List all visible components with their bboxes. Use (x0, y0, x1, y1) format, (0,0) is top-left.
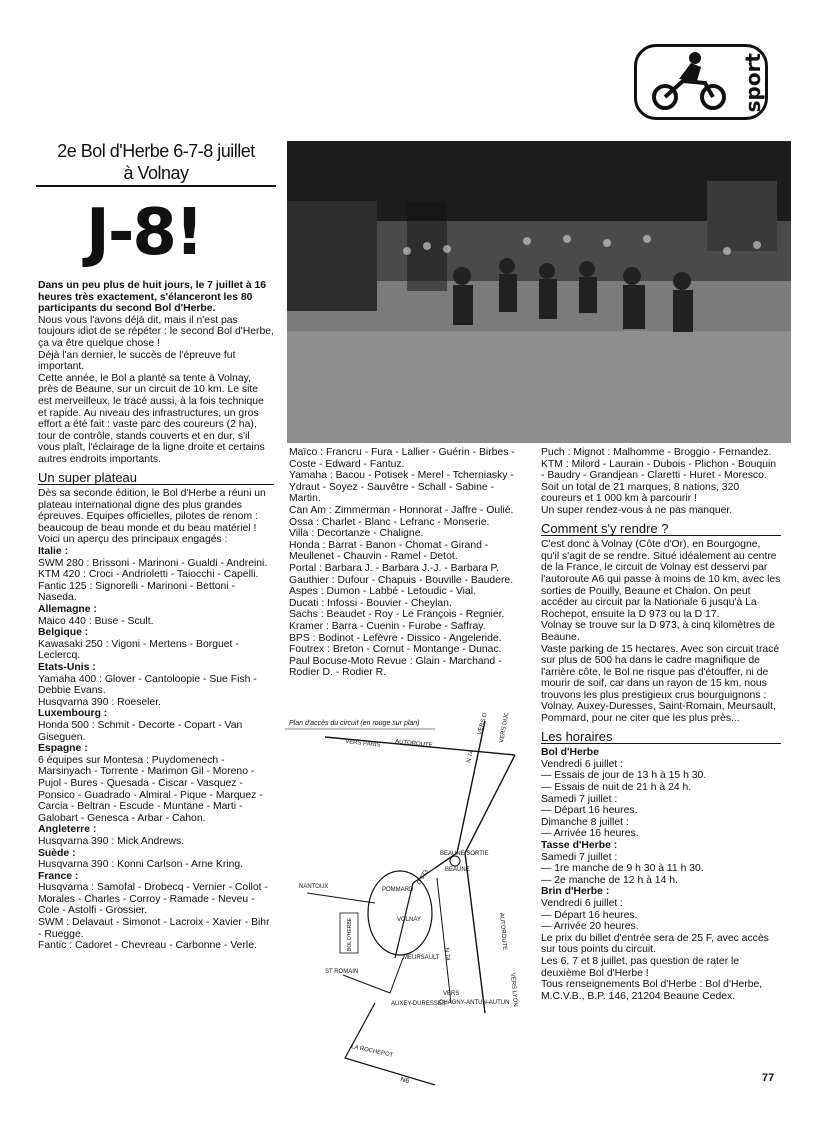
entrant-line: Husqvarna : Samofal - Drobecq - Vernier - Collot - Morales - Charles - Corroy - Ramade - Neveu - Cole - Astolfi - Grossier. (38, 882, 268, 917)
map-label-vers-paris: VERS PARIS (344, 739, 381, 749)
map-label-nantoux: NANTOUX (299, 884, 329, 890)
map-label-vers-dijon: VERS DIJON (499, 713, 512, 744)
schedule-line: Samedi 7 juillet : (541, 851, 618, 863)
map-label-st-romain: ST ROMAIN (325, 969, 359, 975)
horaires-info: Tous renseignements Bol d'Herbe : Bol d'Herbe, M.C.V.B., B.P. 146, 21204 Beaune Cedex. (541, 979, 763, 1002)
map-label-autoroute-right: AUTOROUTE (498, 912, 508, 951)
brand-entrants-line: BPS : Bodinot - Lefèvre - Dissico - Angeleride. (289, 632, 502, 644)
country-name: Angleterre : (38, 824, 97, 836)
right-p2: KTM : Milord - Laurain - Dubois - Plichon - Bouquin - Baudry - Grandjean - Claretti - Huret - Moresco. (541, 458, 777, 482)
brand-entrants-line: Kramer : Barra - Cuenin - Furobe - Saffray. (289, 620, 486, 632)
right-p1: Puch : Mignot : Malhomme - Broggio - Fernandez. (541, 447, 772, 458)
rendre-title: Comment s'y rendre ? (541, 523, 781, 537)
schedule-line: Vendredi 6 juillet : (541, 897, 624, 909)
brand-entrants-line: Yamaha : Bacou - Potisek - Merel - Tcherniasky - Ydraut - Soyez - Sauvêtre - Schall - Sabine - Martin. (289, 470, 514, 505)
brand-entrants-line: Gauthier : Dufour - Chapuis - Bouville - Baudere. (289, 574, 514, 586)
entrants-by-country (38, 546, 274, 952)
map-label-n6: N6 (399, 1076, 410, 1086)
brand-entrants-line: Can Am : Zimmerman - Honnorat - Jaffre - Oulié. (289, 504, 514, 516)
schedule-event-name: Tasse d'Herbe : (541, 840, 618, 851)
country-name: Suède : (38, 847, 76, 859)
race-start-photo (287, 141, 791, 443)
entrant-line: Husqvarna 390 : Mick Andrews. (38, 835, 185, 847)
map-label-vers-lyon: VERS LYON (509, 972, 518, 1007)
brand-entrants-line: Foutrex : Breton - Cornut - Montange - Dunac. (289, 644, 502, 656)
article-header (36, 140, 276, 184)
road-n74-north (435, 721, 485, 868)
brand-entrants-line: Paul Bocuse-Moto Revue : Glain - Marchand - Rodier D. - Rodier R. (289, 655, 502, 679)
map-label-d973: D 973 (416, 869, 430, 886)
schedule-line: — 1re manche de 9 h 30 à 11 h 30. (541, 863, 704, 875)
map-label-vers: VERS (443, 991, 460, 997)
schedule-line: — Arrivée 16 heures. (541, 828, 639, 840)
entrant-line: Fantic : Cadoret - Chevreau - Carbonne - Verle. (38, 940, 257, 952)
crowd-photo-illustration (287, 141, 791, 443)
road-n74-south (437, 878, 451, 1003)
left-column (38, 280, 274, 952)
brand-entrants-line: Portal : Barbara J. - Barbara J.-J. - Barbara P. (289, 562, 500, 574)
entrant-line: Kawasaki 250 : Vigoni - Mertens - Borguet - Leclercq. (38, 638, 239, 662)
right-p4: Un super rendez-vous à ne pas manquer. (541, 504, 733, 516)
map-label-beaune-sortie: BEAUNE SORTIE (440, 851, 489, 857)
schedule-line: — Départ 16 heures. (541, 805, 638, 817)
intro-p3: Cette année, le Bol a planté sa tente à Volnay, près de Beaune, sur un circuit de 10 km. Le site est merveilleux, le tracé aussi, à la fois technique et rapide. Au niveau des infrastructures, un gros effort a été fait : vaste parc des coureurs (2 ha), tour de contrôle, stands couverts et en dur, s'il vous plaît, l'éclairage de la ligne droite et certains autres endroits importants. (38, 372, 265, 465)
big-title: J-8! (86, 196, 203, 270)
horaires-free: Les 6, 7 et 8 juillet, pas question de rater le deuxième Bol d'Herbe ! (541, 955, 740, 979)
road-d973 (395, 868, 435, 958)
entrant-line: SWM : Delavaut - Simonot - Lacroix - Xavier - Bihr - Ruegge. (38, 917, 270, 940)
entrant-line: Honda 500 : Schmit - Decorte - Copart - Van Giseguen. (38, 719, 243, 743)
entrant-line: 6 équipes sur Montesa : Puydomenech - Marsinyach - Torrente - Marimon Gil - Moreno - Pujol - Bures - Quesada - Ciscar - Vasquez - Ponsico - Guadrado - Almiral - Pique - Marquez - Carcia - Beltran - Escude - Muntane - Marti - Galobart - Genesca - Arbar - Cahon. (38, 754, 263, 824)
autoroute-right (465, 755, 515, 1013)
rendre-p1: C'est donc à Volnay (Côte d'Or), en Bourgogne, qu'il s'agit de se rendre. Situé idéalement au centre de la France, le circuit de Volnay est desservi par l'autoroute A6 qui passe à moins de 10 km, avec les sorties de Pouilly, Beaune et Chalon. On peut accéder au circuit par la Nationale 6 jusqu'à La Rochepot, ensuite la D 973 ou la D 17. (541, 539, 781, 620)
intro-lead: Dans un peu plus de huit jours, le 7 juillet à 16 heures très exactement, s'élanceront les 80 participants du second Bol d'Herbe. (38, 280, 267, 315)
schedule-blocks (541, 747, 781, 933)
schedule-event-name: Bol d'Herbe (541, 747, 599, 759)
brand-entrants-line: Aspes : Dumon - Labbé - Letoudic - Vial. (289, 586, 476, 598)
right-column (541, 447, 781, 1002)
country-name: Luxembourg : (38, 708, 108, 720)
header-line1: 2e Bol d'Herbe 6-7-8 juillet (57, 141, 255, 161)
entrant-line: Yamaha 400 : Glover - Cantoloopie - Sue Fish - Debbie Evans. (38, 673, 257, 697)
sport-logo-text: sport (741, 53, 765, 113)
header-line2: à Volnay (123, 163, 189, 183)
entrant-line: KTM 420 : Croci - Andrioletti - Taiocchi - Capelli. (38, 569, 259, 581)
horaires-price: Le prix du billet d'entrée sera de 25 F, avec accès sur tous points du circuit. (541, 932, 769, 956)
page-number: 77 (762, 1072, 775, 1084)
map-label-bol: BOL D'HERBE (347, 917, 353, 951)
header-rule (36, 185, 276, 187)
country-name: Espagne : (38, 743, 88, 755)
schedule-line: Dimanche 8 juillet : (541, 816, 629, 828)
map-label-pommard: POMMARD (382, 887, 414, 893)
brand-entrants-line: Ossa : Charlet - Blanc - Lefranc - Monserie. (289, 516, 490, 528)
schedule-line: — Essais de nuit de 21 h à 24 h. (541, 782, 692, 794)
right-p3: Soit un total de 21 marques, 8 nations, 320 coureurs et 1 000 km à parcourir ! (541, 481, 740, 505)
entrant-line: Fantic 125 : Signorelli - Marinoni - Bettoni - Naseda. (38, 580, 235, 604)
schedule-line: — Arrivée 20 heures. (541, 921, 639, 933)
map-label-la-rochepot: LA ROCHEPOT (350, 1044, 394, 1059)
country-name: Italie : (38, 546, 69, 558)
plateau-p2: Voici un aperçu des principaux engagés : (38, 534, 228, 546)
map-label-n74: N 74 (466, 749, 476, 764)
map-label-vers-dijon2: VERS DIJON (477, 713, 493, 736)
road-nantoux (307, 893, 375, 903)
schedule-line: Samedi 7 juillet : (541, 793, 618, 805)
intro-p2: Déjà l'an dernier, le succès de l'épreuve fut important. (38, 349, 236, 373)
entrant-line: SWM 280 : Brissoni - Marinoni - Gualdi - Andreini. (38, 557, 268, 569)
schedule-line: Vendredi 6 juillet : (541, 758, 624, 770)
map-legend: Plan d'accès du circuit (en rouge sur plan) (289, 720, 420, 727)
entrant-line: Husqvarna 390 : Konni Carlson - Arne Kring. (38, 859, 244, 871)
road-n6 (345, 1003, 435, 1085)
intro-p1: Nous vous l'avons déjà dit, mais il n'est pas toujours idiot de se répéter : le second Bol d'Herbe, ça va être quelque chose ! (38, 314, 274, 349)
brand-entrants-line: Sachs : Beaudet - Roy - Le François - Regnier. (289, 609, 505, 621)
horaires-title: Les horaires (541, 731, 781, 745)
brand-entrants-line: Villa : Decortanze - Chaligne. (289, 528, 424, 540)
schedule-line: — Départ 16 heures. (541, 909, 638, 921)
map-label-beaune: BEAUNE (445, 867, 470, 873)
entrant-line: Maico 440 : Buse - Scult. (38, 615, 154, 627)
middle-column (289, 447, 527, 679)
schedule-line: — 2e manche de 12 h à 14 h. (541, 874, 678, 886)
schedule-line: — Essais de jour de 13 h à 15 h 30. (541, 770, 707, 782)
entrant-line: Husqvarna 390 : Roeseler. (38, 696, 162, 708)
map-label-meursault: MEURSAULT (403, 955, 440, 961)
map-label-autoroute-top: AUTOROUTE (394, 739, 433, 749)
access-map (285, 713, 531, 1088)
brand-entrants-line: Maïco : Francru - Fura - Lallier - Guérin - Birbes - Coste - Edward - Fantuz. (289, 447, 515, 470)
road-st-romain (343, 958, 403, 993)
plateau-p1: Dès sa seconde édition, le Bol d'Herbe a réuni un plateau international digne des plus grandes épreuves. Equipes officielles, pilotes de renom : beaucoup de beau monde et du beau matériel ! (38, 488, 266, 534)
map-label-chagny: CHAGNY-ANTUN-AUTUN (439, 1000, 510, 1006)
rendre-p3: Vaste parking de 15 hectares. Avec son circuit tracé sur plus de 500 ha dans le cadre magnifique de l'arrière côte, le Bol ne risque pas d'étouffer, ni de mourir de soif, car dans un rayon de 15 km, nous trouvons les plus prestigieux crus bourguignons : Volnay, Auxey-Duresses, Saint-Romain, Meursault, Pommard, pour ne citer que les plus près... (541, 643, 780, 725)
motocross-rider-icon (643, 49, 733, 113)
beaune-exit-marker (450, 856, 460, 866)
brand-entrants-line: Ducati : Infossi - Bouvier - Cheylan. (289, 597, 452, 609)
brand-entrants-line: Honda : Barrat - Banon - Chomat - Girand - Meullenet - Chauvin - Ramel - Detot. (289, 539, 489, 563)
country-name: France : (38, 870, 79, 882)
map-label-n74b: N 74 (443, 947, 451, 961)
country-name: Etats-Unis : (38, 662, 96, 673)
plateau-title: Un super plateau (38, 472, 274, 486)
map-label-auxey: AUXEY-DURESSES (391, 1001, 446, 1007)
sport-logo (634, 44, 768, 120)
map-label-volnay: VOLNAY (397, 917, 421, 923)
rendre-p2: Volnay se trouve sur la D 973, à cinq kilomètres de Beaune. (541, 620, 775, 643)
schedule-event-name: Brin d'Herbe : (541, 886, 610, 898)
country-name: Belgique : (38, 627, 89, 639)
country-name: Allemagne : (38, 604, 97, 616)
